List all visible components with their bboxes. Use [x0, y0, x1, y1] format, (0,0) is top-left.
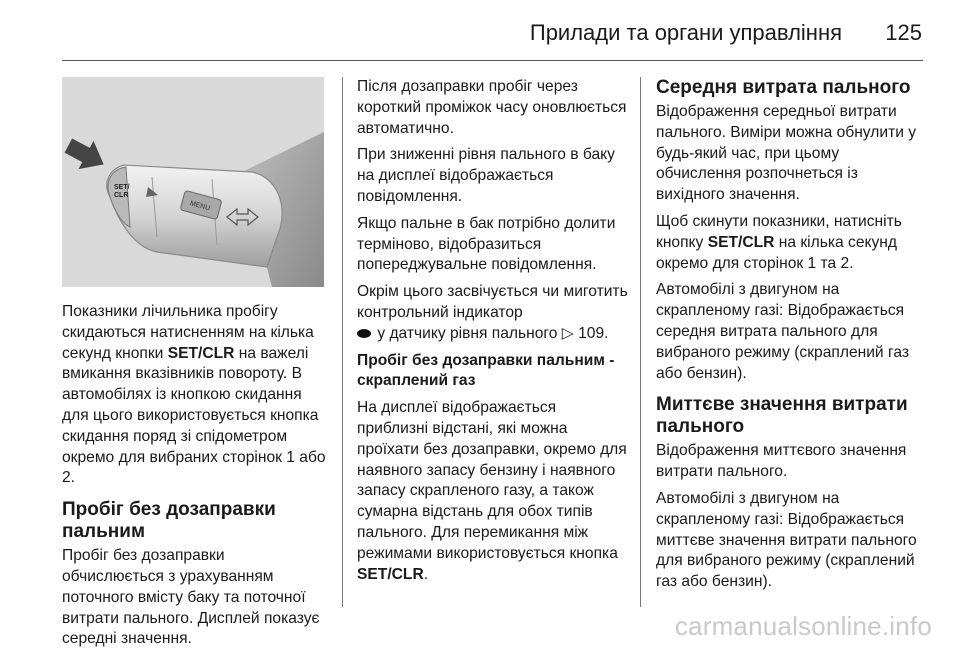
set-clr-label-top: SET/	[114, 184, 130, 191]
turn-signal-lever-illustration	[62, 77, 324, 287]
page-number: 125	[885, 20, 922, 45]
col3-paragraph-4: Відображення миттєвого значення витрати пального.	[656, 442, 907, 481]
page-title: Прилади та органи управління	[529, 20, 842, 45]
page-ref-link[interactable]: 109.	[578, 324, 609, 342]
col2-paragraph-5: На дисплеї відображається приблизні відстані, які можна проїхати без дозаправки, окремо для наявного запасу бензину і наявного запасу скрапленого газу, а також сумарна відстань для обох типів пального. Для перемикання між режимами використовується кнопка SET/CLR.	[357, 399, 627, 583]
column-divider	[342, 77, 343, 607]
col2-paragraph-3: Якщо пальне в бак потрібно долити терміново, відобразиться попереджувальне повідомлення.	[357, 214, 616, 274]
col2-paragraph-1: Після дозаправки пробіг через короткий проміжок часу оновлюється автоматично.	[357, 78, 627, 137]
fuel-indicator-icon	[357, 329, 371, 338]
header-rule	[62, 60, 923, 61]
column-1	[62, 77, 330, 656]
watermark: carmanualsonline.info	[674, 611, 932, 641]
section-heading-instant-consumption: Миттєве значення витрати пального	[656, 394, 908, 438]
figure-caption: Показники лічильника пробігу скидаються натисненням на кілька секунд кнопки SET/CLR на важелі вмикання вказівників повороту. В автомобілях із кнопкою скидання для цього використовується кнопка скидання поряд зі спідометром окремо для вибраних сторінок 1 або 2.	[62, 303, 326, 487]
col3-paragraph-2: Щоб скинути показники, натисніть кнопку SET/CLR на кілька секунд окремо для сторінок 1 та 2.	[656, 212, 902, 272]
section-heading-range: Пробіг без дозаправки пальним	[62, 499, 276, 543]
col2-paragraph-4: Окрім цього засвічується чи миготить контрольний індикатор у датчику рівня пального ▷ 109.	[357, 283, 628, 342]
page-ref-arrow-icon: ▷	[561, 324, 574, 342]
menu-button-label: MENU	[189, 200, 211, 213]
column-3	[656, 77, 926, 599]
column-divider	[640, 77, 641, 607]
section-heading-average-consumption: Середня витрата пального	[656, 77, 911, 98]
set-clr-label-bottom: CLR	[114, 192, 129, 199]
col3-paragraph-1: Відображення середньої витрати пального. Виміри можна обнулити у будь-який час, при цьому обчислення розпочнеться із вихідного значення.	[656, 103, 917, 204]
col3-paragraph-5: Автомобілі з двигуном на скрапленому газі: Відображається миттєве значення витрати пального для вибраного режиму (скраплений газ або бензин).	[656, 489, 917, 591]
lever-drawing	[62, 77, 324, 287]
column-2	[357, 77, 629, 591]
subheading-lpg-range: Пробіг без дозаправки пальним - скраплений газ	[357, 351, 615, 390]
range-paragraph: Пробіг без дозаправки обчислюється з урахуванням поточного вмісту баку та поточної витрати пального. Дисплей показує середні значення.	[62, 547, 320, 648]
col3-paragraph-3: Автомобілі з двигуном на скрапленому газі: Відображається середня витрата пального для вибраного режиму (скраплений газ або бензин).	[656, 281, 909, 382]
col2-paragraph-2: При зниженні рівня пального в баку на дисплеї відображається повідомлення.	[357, 146, 615, 205]
